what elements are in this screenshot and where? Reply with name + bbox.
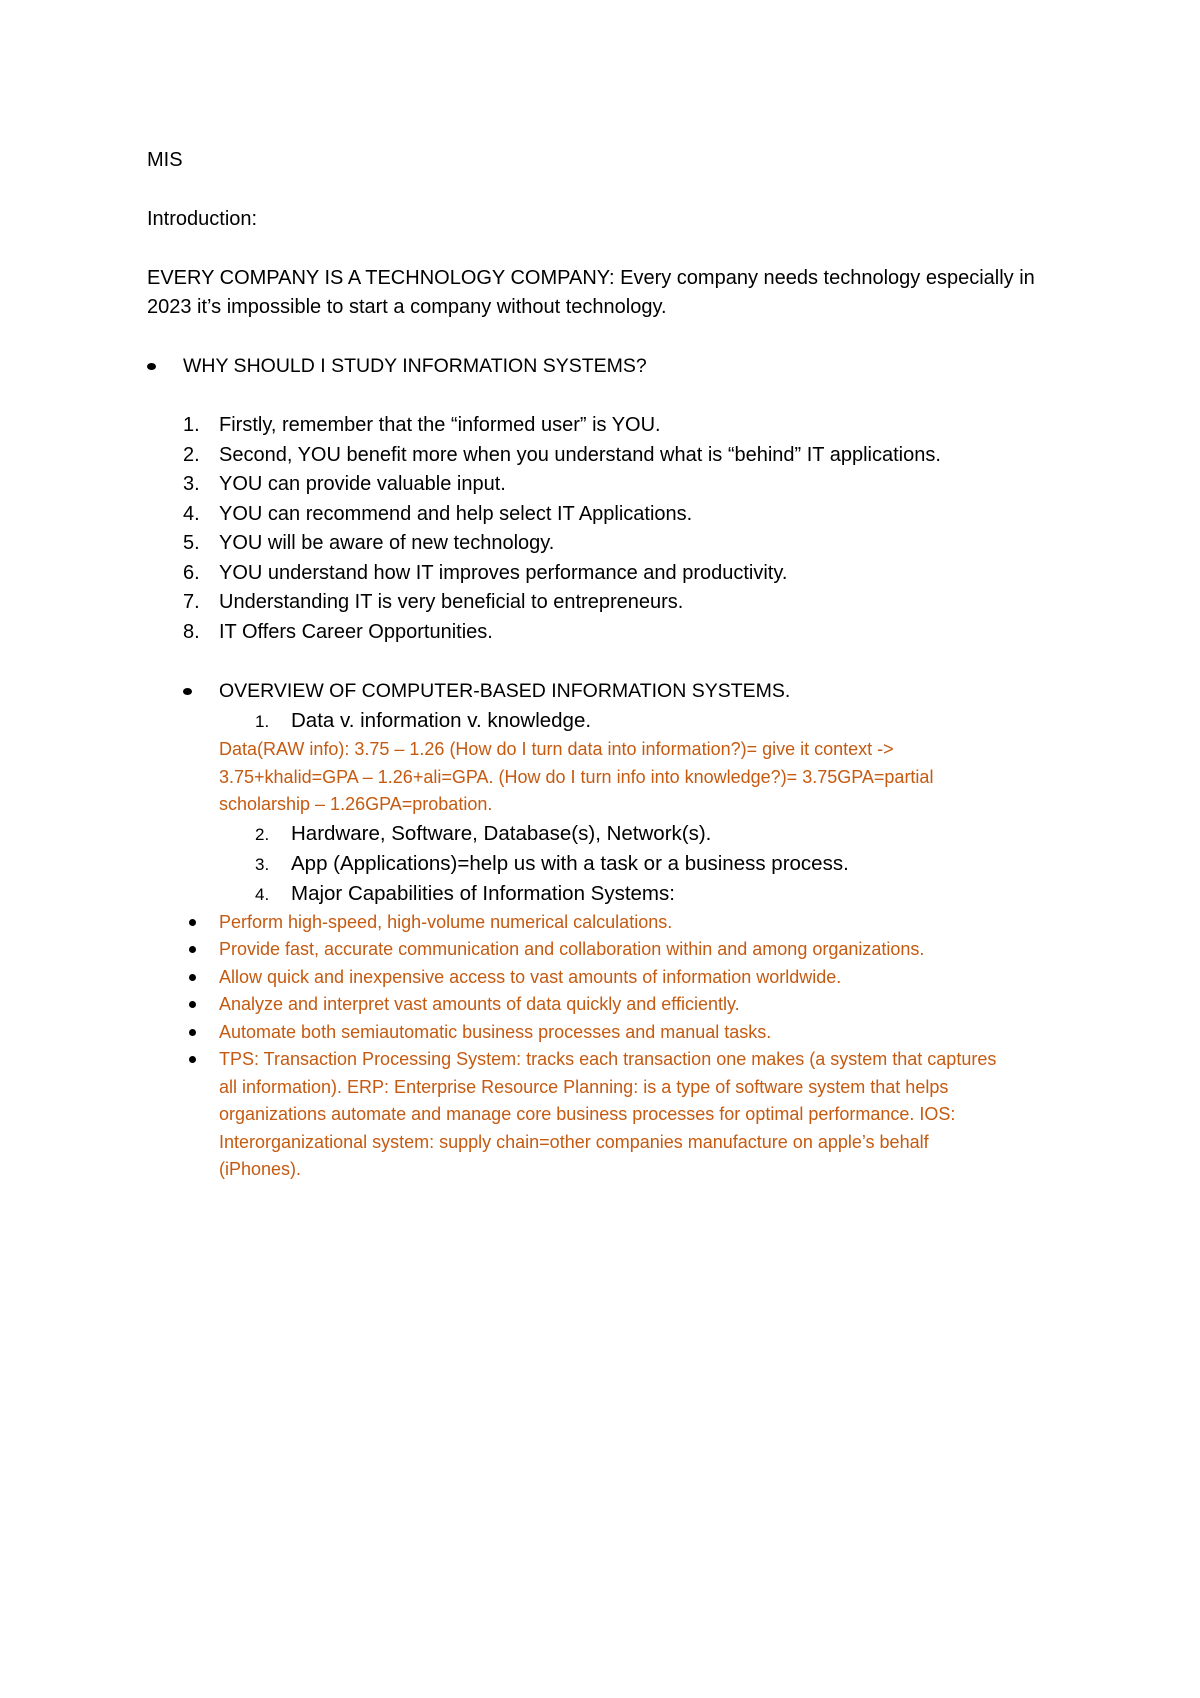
list-item: 3. YOU can provide valuable input.	[183, 473, 506, 495]
document-body	[147, 146, 1067, 1184]
bullet-icon	[189, 974, 196, 981]
overview-list-part2	[147, 819, 1067, 909]
section-heading-why-study: WHY SHOULD I STUDY INFORMATION SYSTEMS?	[147, 352, 1067, 381]
overview-list-part1	[147, 706, 1067, 736]
list-item: 1. Data v. information v. knowledge.	[255, 709, 592, 732]
list-item: 5. YOU will be aware of new technology.	[183, 532, 555, 554]
list-item: 4. YOU can recommend and help select IT Applications.	[183, 502, 693, 525]
list-item: 4. Major Capabilities of Information Systems:	[255, 881, 675, 905]
why-study-list	[147, 411, 1067, 647]
bullet-icon	[189, 1029, 196, 1036]
bullet-icon	[189, 1056, 196, 1063]
bullet-icon	[147, 363, 156, 370]
list-item: Allow quick and inexpensive access to vast amounts of information worldwide.	[147, 964, 999, 992]
intro-label: Introduction:	[147, 208, 258, 230]
intro-paragraph: EVERY COMPANY IS A TECHNOLOGY COMPANY: Every company needs technology especially in 2023 it’s impossible to start a company without technology.	[147, 267, 1035, 318]
list-item: Automate both semiautomatic business processes and manual tasks.	[147, 1019, 999, 1047]
list-item: 8. IT Offers Career Opportunities.	[183, 620, 493, 643]
bullet-icon	[183, 688, 192, 695]
list-item: Perform high-speed, high-volume numerical calculations.	[147, 909, 999, 937]
list-item: 1. Firstly, remember that the “informed user” is YOU.	[183, 414, 661, 436]
bullet-icon	[189, 1001, 196, 1008]
list-item: 6. YOU understand how IT improves performance and productivity.	[183, 561, 788, 584]
bullet-icon	[189, 946, 196, 953]
list-item: Provide fast, accurate communication and collaboration within and among organizations.	[147, 936, 999, 964]
data-info-knowledge-note: Data(RAW info): 3.75 – 1.26 (How do I turn data into information?)= give it context -> 3.75+khalid=GPA – 1.26+ali=GPA. (How do I turn info into knowledge?)= 3.75GPA=partial scholarship – 1.26GPA=probation.	[219, 739, 934, 814]
capabilities-list	[147, 909, 1067, 1184]
list-item: TPS: Transaction Processing System: tracks each transaction one makes (a system that captures all information). ERP: Enterprise Resource Planning: is a type of software system that helps organizations automate and manage core business processes for optimal performance. IOS: Interorganizational system: supply chain=other companies manufacture on apple’s behalf (iPhones).	[147, 1046, 999, 1184]
list-item: 2. Hardware, Software, Database(s), Network(s).	[255, 821, 712, 845]
section-heading-overview: OVERVIEW OF COMPUTER-BASED INFORMATION SYSTEMS.	[147, 677, 1067, 706]
list-item: 7. Understanding IT is very beneficial to entrepreneurs.	[183, 591, 684, 613]
list-item: 2. Second, YOU benefit more when you understand what is “behind” IT applications.	[183, 443, 941, 466]
document-title: MIS	[147, 149, 183, 171]
bullet-icon	[189, 919, 196, 926]
list-item: 3. App (Applications)=help us with a task or a business process.	[255, 851, 849, 875]
list-item: Analyze and interpret vast amounts of data quickly and efficiently.	[147, 991, 999, 1019]
